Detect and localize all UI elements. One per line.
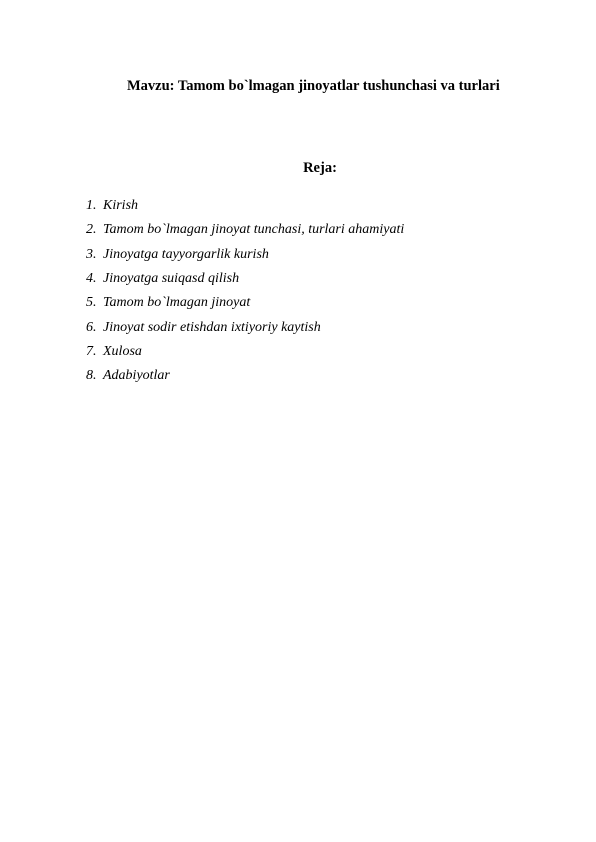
plan-item [86, 364, 404, 388]
plan-item-text: Tamom bo`lmagan jinoyat tunchasi, turlari ahamiyati [103, 222, 405, 238]
plan-item-text: Jinoyatga suiqasd qilish [103, 271, 240, 287]
plan-item-text: Xulosa [103, 343, 142, 359]
plan-list [86, 194, 404, 388]
plan-item-number: 3. [86, 246, 97, 262]
plan-item-number: 2. [86, 222, 97, 238]
plan-item-number: 6. [86, 319, 97, 335]
plan-item [86, 243, 404, 267]
plan-item-number: 4. [86, 271, 97, 287]
plan-item [86, 315, 404, 339]
plan-item [86, 194, 404, 218]
plan-item-number: 7. [86, 343, 97, 359]
plan-item-text: Jinoyatga tayyorgarlik kurish [103, 246, 269, 262]
plan-item [86, 340, 404, 364]
plan-item-text: Jinoyat sodir etishdan ixtiyoriy kaytish [103, 319, 321, 335]
plan-item-text: Tamom bo`lmagan jinoyat [103, 295, 251, 311]
plan-heading: Reja: [303, 160, 337, 176]
plan-item-number: 8. [86, 368, 97, 384]
plan-item [86, 267, 404, 291]
plan-item [86, 291, 404, 315]
plan-item-number: 1. [86, 198, 97, 214]
plan-item-text: Kirish [103, 198, 139, 214]
plan-item [86, 218, 404, 242]
plan-item-number: 5. [86, 295, 97, 311]
document-title: Mavzu: Tamom bo`lmagan jinoyatlar tushunchasi va turlari [127, 78, 500, 94]
plan-item-text: Adabiyotlar [103, 368, 170, 384]
